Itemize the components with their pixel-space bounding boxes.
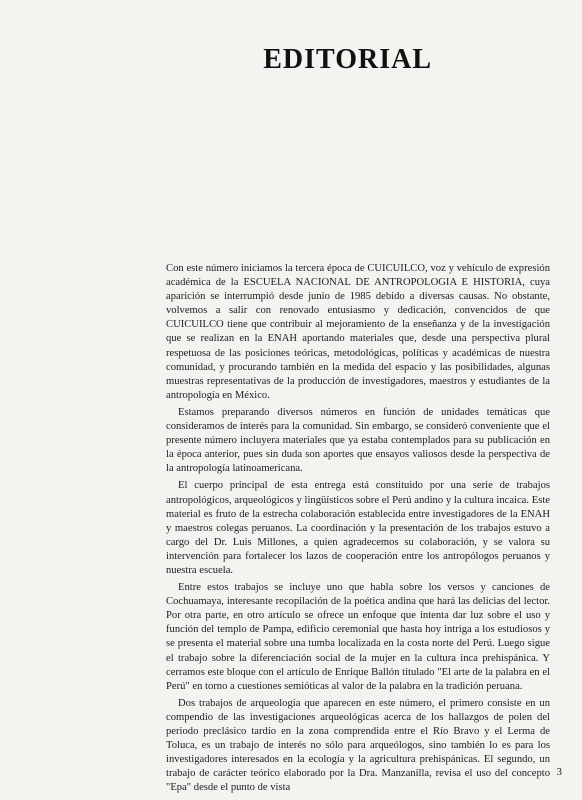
body-text [166,262,550,798]
paragraph-1: Con este número iniciamos la tercera época de CUICUILCO, voz y vehículo de expresión académica de la ESCUELA NACIONAL DE ANTROPOLOGIA E HISTORIA, cuya aparición se interrumpió desde junio de 1985 debido a diversas causas. No obstante, volvemos a salir con renovado entusiasmo y dedicación, convencidos de que CUICUILCO tiene que contribuir al mejoramiento de la enseñanza y de la investigación que se realizan en la ENAH aportando materiales que, desde una perspectiva plural respetuosa de las posiciones teóricas, metodológicas, políticas y académicas de nuestra comunidad, y procurando también en la medida del espacio y las posibilidades, algunas muestras representativas de la producción de investigadores, maestros y estudiantes de la antropología en México. [166,263,550,401]
page-number: 3 [556,766,562,778]
paragraph-2: Estamos preparando diversos números en función de unidades temáticas que consideramos de interés para la comunidad. Sin embargo, se consideró conveniente que el presente número incluyera materiales que ya estaba contemplados para su publicación en la época anterior, pues sin duda son aportes que ensayos valiosos desde la perspectiva de la antropología latinoamericana. [166,406,550,475]
editorial-title: EDITORIAL [263,44,432,75]
paragraph-4: Entre estos trabajos se incluye uno que habla sobre los versos y canciones de Cochuamaya, interesante recopilación de la poética andina que hará las delicias del lector. Por otra parte, en otro artículo se ofrece un enfoque que intenta dar luz sobre el uso y función del templo de Pampa, edificio ceremonial que hasta hoy intriga a los estudiosos y se presenta el material sobre una tumba localizada en la costa norte del Perú. Luego sigue el trabajo sobre la diferenciación social de la mujer en la cultura inca prehispánica. Y cerramos este bloque con el artículo de Enrique Ballón titulado "El arte de la palabra en el Perú" en torno a cuestiones semióticas al valor de la palabra en la tradición peruana. [166,582,550,692]
paragraph-5: Dos trabajos de arqueología que aparecen en este número, el primero consiste en un compendio de las investigaciones arqueológicas acerca de los hallazgos de polen del periodo preclásico tardío en la zona comprendida entre el Río Bravo y el Lerma de Toluca, es un trabajo de interés no sólo para arqueólogos, sino también lo es para los investigadores interesados en la ecología y la agricultura prehispánicas. El segundo, un trabajo de carácter teórico elaborado por la Dra. Manzanilla, revisa el uso del concepto "Epa" desde el punto de vista [166,697,550,794]
paragraph-3: El cuerpo principal de esta entrega está constituido por una serie de trabajos antropológicos, arqueológicos y lingüísticos sobre el Perú andino y la cultura incaica. Este material es fruto de la estrecha colaboración establecida entre investigadores de la ENAH y maestros colegas peruanos. La coordinación y la presentación de los trabajos estuvo a cargo del Dr. Luis Millones, a quien agradecemos su colaboración, y se valora su intervención para fortalecer los lazos de cooperación entre los antropólogos peruanos y nuestra escuela. [166,480,550,576]
